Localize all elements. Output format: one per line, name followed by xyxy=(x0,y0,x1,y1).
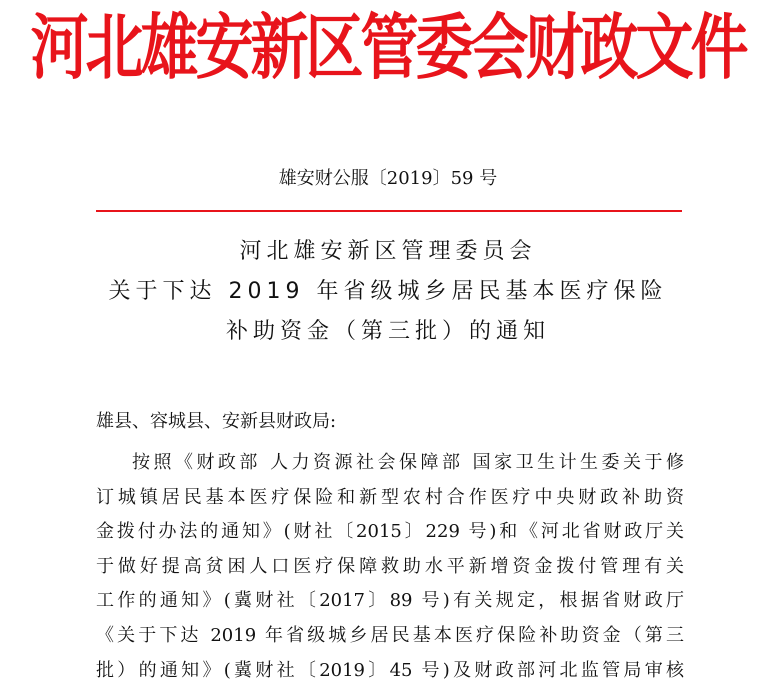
document-number: 雄安财公服〔2019〕59 号 xyxy=(278,168,498,189)
document-title xyxy=(0,232,776,352)
salutation: 雄县、容城县、安新县财政局: xyxy=(96,411,337,432)
body-line-5: 工作的通知》(冀财社〔2017〕89 号)有关规定，根据省财政厅 xyxy=(96,590,684,612)
body-line-2: 订城镇居民基本医疗保险和新型农村合作医疗中央财政补助资 xyxy=(96,486,684,508)
title-line-2: 关于下达 2019 年省级城乡居民基本医疗保险 xyxy=(108,279,668,304)
issuer-red-header: 河北雄安新区管委会财政文件 xyxy=(30,6,746,90)
body-line-1: 按照《财政部 人力资源社会保障部 国家卫生计生委关于修 xyxy=(132,452,684,473)
body-line-7: 批）的通知》(冀财社〔2019〕45 号)及财政部河北监管局审核 xyxy=(96,659,684,681)
title-line-3: 补助资金（第三批）的通知 xyxy=(225,319,550,344)
body-paragraph xyxy=(96,446,684,688)
title-line-1: 河北雄安新区管理委员会 xyxy=(239,239,537,264)
body-line-6: 《关于下达 2019 年省级城乡居民基本医疗保险补助资金（第三 xyxy=(96,624,684,646)
body-line-3: 金拨付办法的通知》(财社〔2015〕229 号)和《河北省财政厅关 xyxy=(96,521,684,543)
body-line-4: 于做好提高贫困人口医疗保障救助水平新增资金拨付管理有关 xyxy=(96,555,684,577)
red-divider-line xyxy=(96,210,682,212)
